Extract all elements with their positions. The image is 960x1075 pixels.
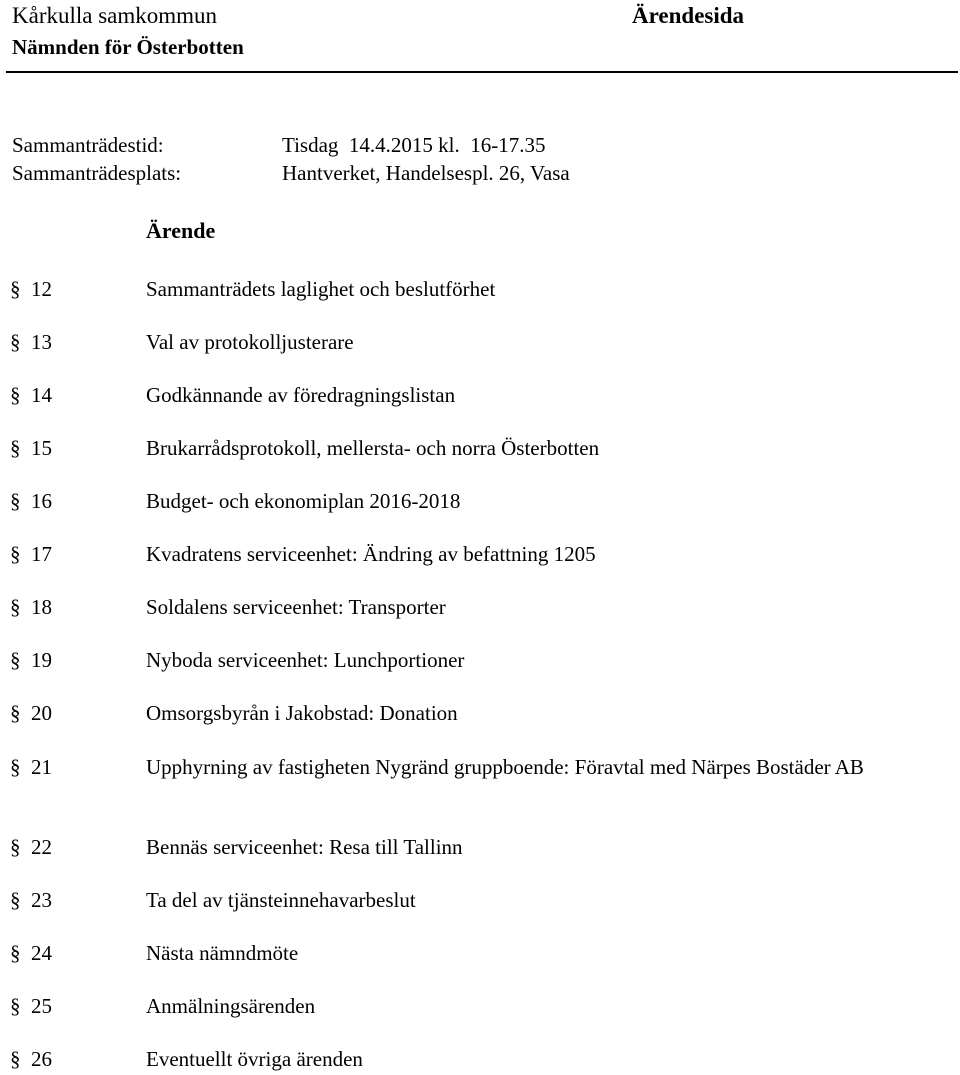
item-title: Soldalens serviceenhet: Transporter <box>146 595 446 619</box>
item-number: 12 <box>31 277 52 301</box>
item-title: Bennäs serviceenhet: Resa till Tallinn <box>146 835 463 859</box>
item-title: Val av protokolljusterare <box>146 330 354 354</box>
item-title: Upphyrning av fastigheten Nygränd gruppboende: Föravtal med Närpes Bostäder AB <box>146 755 864 779</box>
item-number: 14 <box>31 383 52 407</box>
item-number: 24 <box>31 941 52 965</box>
item-title: Nästa nämndmöte <box>146 941 299 965</box>
item-number: 17 <box>31 542 52 566</box>
item-number: 20 <box>31 701 52 725</box>
section-symbol: § <box>10 648 21 672</box>
item-title: Brukarrådsprotokoll, mellersta- och norra Österbotten <box>146 436 600 460</box>
items-heading: Ärende <box>146 218 216 243</box>
meeting-place-label: Sammanträdesplats: <box>12 161 182 185</box>
section-symbol: § <box>10 595 21 619</box>
item-number: 26 <box>31 1047 52 1071</box>
meeting-time-value: Tisdag 14.4.2015 kl. 16-17.35 <box>282 133 546 157</box>
item-title: Anmälningsärenden <box>146 994 316 1018</box>
organization-name: Kårkulla samkommun <box>12 3 218 28</box>
item-title: Godkännande av föredragningslistan <box>146 383 456 407</box>
section-symbol: § <box>10 994 21 1018</box>
item-title: Kvadratens serviceenhet: Ändring av befattning 1205 <box>146 542 596 566</box>
item-number: 23 <box>31 888 52 912</box>
section-symbol: § <box>10 330 21 354</box>
section-symbol: § <box>10 489 21 513</box>
section-symbol: § <box>10 941 21 965</box>
item-number: 15 <box>31 436 52 460</box>
item-title: Nyboda serviceenhet: Lunchportioner <box>146 648 465 672</box>
section-symbol: § <box>10 436 21 460</box>
committee-name: Nämnden för Österbotten <box>12 35 244 59</box>
item-number: 13 <box>31 330 52 354</box>
section-symbol: § <box>10 755 21 779</box>
item-title: Ta del av tjänsteinnehavarbeslut <box>146 888 416 912</box>
item-title: Sammanträdets laglighet och beslutförhet <box>146 277 496 301</box>
item-title: Omsorgsbyrån i Jakobstad: Donation <box>146 701 458 725</box>
section-symbol: § <box>10 888 21 912</box>
item-number: 18 <box>31 595 52 619</box>
meeting-place-value: Hantverket, Handelsespl. 26, Vasa <box>282 161 570 185</box>
header-divider <box>6 71 958 73</box>
section-symbol: § <box>10 277 21 301</box>
section-symbol: § <box>10 701 21 725</box>
item-title: Budget- och ekonomiplan 2016-2018 <box>146 489 461 513</box>
section-symbol: § <box>10 1047 21 1071</box>
section-symbol: § <box>10 835 21 859</box>
meeting-time-label: Sammanträdestid: <box>12 133 164 157</box>
item-title: Eventuellt övriga ärenden <box>146 1047 363 1071</box>
section-symbol: § <box>10 542 21 566</box>
item-number: 21 <box>31 755 52 779</box>
page-type-title: Ärendesida <box>632 3 745 28</box>
item-number: 16 <box>31 489 52 513</box>
item-number: 22 <box>31 835 52 859</box>
item-number: 19 <box>31 648 52 672</box>
item-number: 25 <box>31 994 52 1018</box>
section-symbol: § <box>10 383 21 407</box>
